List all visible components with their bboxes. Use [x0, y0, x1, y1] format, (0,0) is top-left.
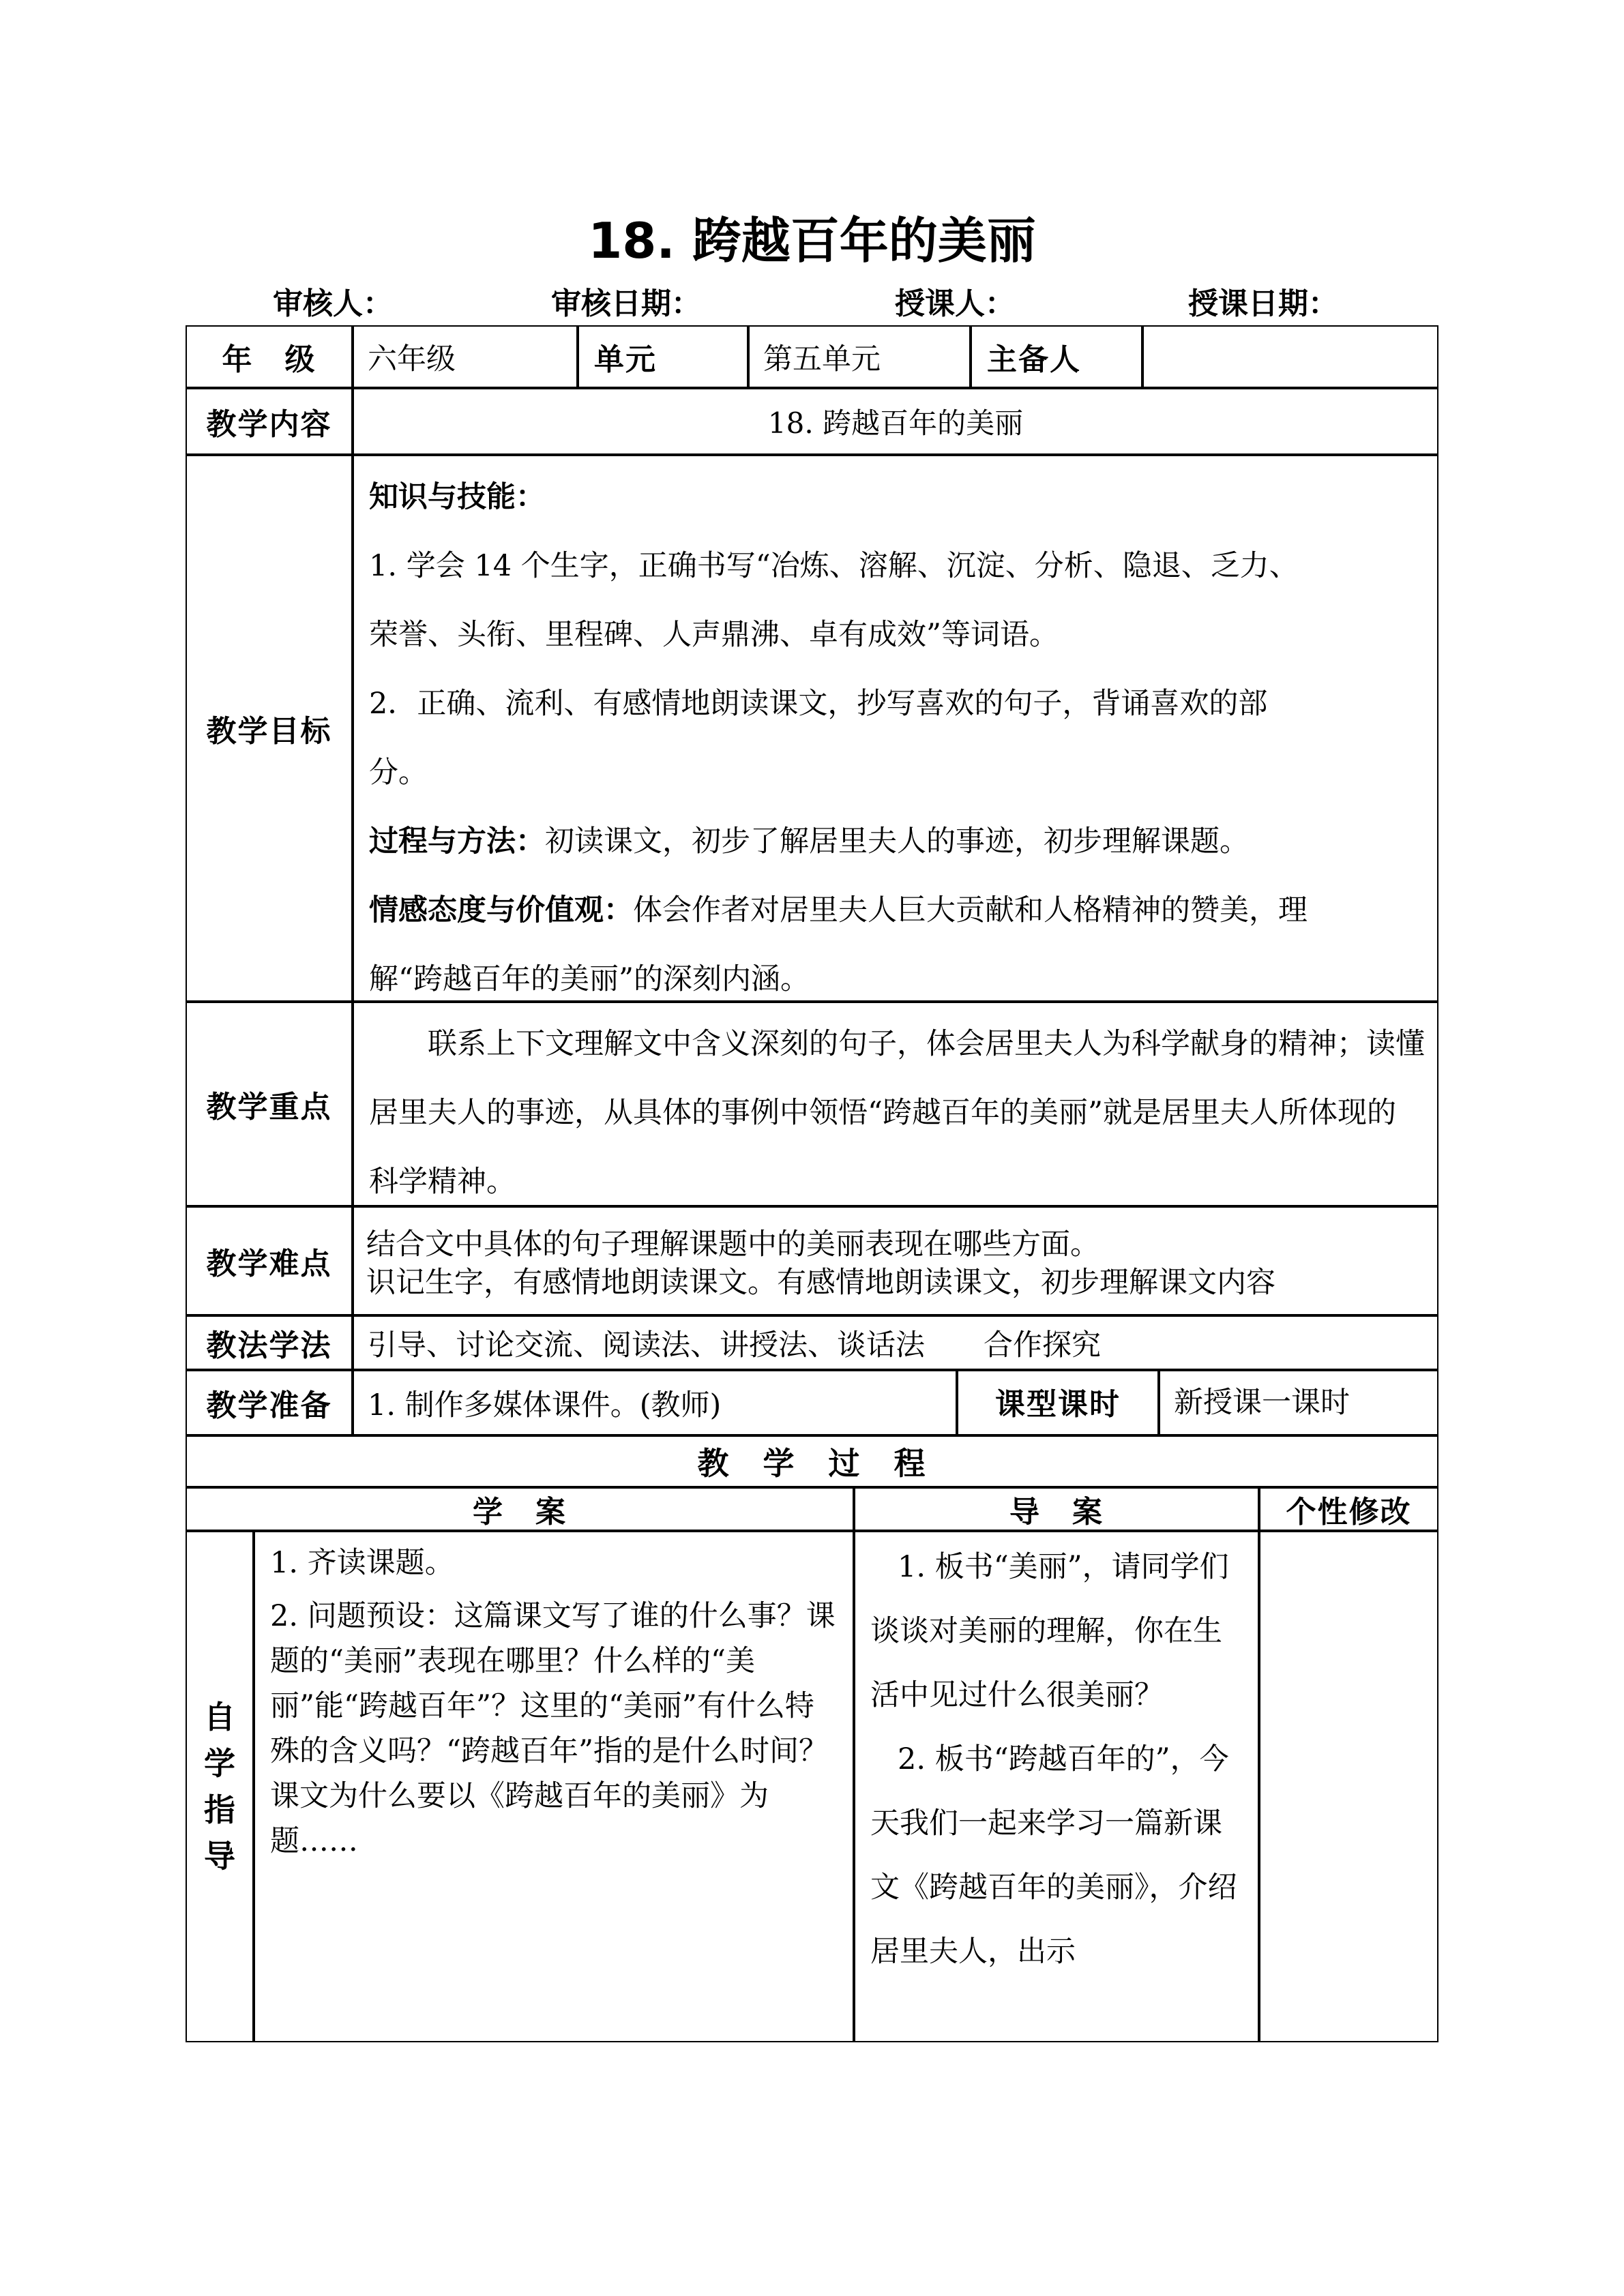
objective-item-1-line-2: 荣誉、头衔、里程碑、人声鼎沸、卓有成效”等词语。 [369, 618, 1059, 652]
process-text: 初读课文，初步了解居里夫人的事迹，初步理解课题。 [545, 824, 1249, 859]
content-value: 18. 跨越百年的美丽 [353, 388, 1438, 455]
self-study-label-text: 自学指导 [204, 1699, 235, 1875]
process-heading: 过程与方法： [369, 824, 545, 859]
emotion-heading: 情感态度与价值观： [369, 893, 633, 927]
objectives-content [353, 455, 1438, 1002]
lesson-type-label: 课型课时 [957, 1370, 1159, 1435]
emotion-text-line-1: 体会作者对居里夫人巨大贡献和人格精神的赞美，理 [633, 893, 1308, 927]
personal-notes-content [1259, 1531, 1438, 2042]
personal-notes-header: 个性修改 [1259, 1487, 1438, 1531]
teacher-item-2: 2. 板书“跨越百年的”，今天我们一起来学习一篇新课文《跨越百年的美丽》，介绍居里夫人，出示 [870, 1742, 1237, 1969]
self-study-section-label [186, 1531, 254, 2042]
preparation-label: 教学准备 [186, 1370, 353, 1435]
emotion-text-line-2: 解“跨越百年的美丽”的深刻内涵。 [369, 962, 810, 996]
unit-label: 单元 [578, 325, 748, 388]
student-item-1: 1. 齐读课题。 [270, 1546, 454, 1580]
process-objective [369, 807, 1425, 876]
methods-text: 引导、讨论交流、阅读法、讲授法、谈话法 合作探究 [353, 1315, 1438, 1370]
objectives-label: 教学目标 [186, 455, 353, 1002]
objective-item-2-line-2: 分。 [369, 756, 428, 790]
key-points-text: 联系上下文理解文中含义深刻的句子，体会居里夫人为科学献身的精神；读懂居里夫人的事迹，从具体的事例中领悟“跨越百年的美丽”就是居里夫人所体现的科学精神。 [353, 1002, 1438, 1206]
review-date-label: 审核日期： [551, 286, 701, 321]
unit-value: 第五单元 [748, 325, 971, 388]
content-label: 教学内容 [186, 388, 353, 455]
page-title: 18. 跨越百年的美丽 [588, 212, 1036, 269]
objective-item-2-line-1: 2．正确、流利、有感情地朗读课文，抄写喜欢的句子，背诵喜欢的部 [369, 687, 1268, 721]
difficult-point-1: 结合文中具体的句子理解课题中的美丽表现在哪些方面。 [366, 1227, 1099, 1262]
preparation-text: 1. 制作多媒体课件。(教师) [353, 1370, 957, 1435]
student-item-2: 2. 问题预设：这篇课文写了谁的什么事？课题的“美丽”表现在哪里？什么样的“美丽”能“跨越百年”？这里的“美丽”有什么特殊的含义吗？“跨越百年”指的是什么时间？课文为什么要以《跨越百年的美丽》为题…… [270, 1599, 836, 1858]
student-plan-header: 学 案 [186, 1487, 854, 1531]
difficult-points-content [353, 1206, 1438, 1315]
teacher-label: 授课人： [895, 286, 1015, 321]
teacher-plan-content [854, 1531, 1259, 2042]
knowledge-heading: 知识与技能： [369, 480, 545, 514]
student-plan-content [254, 1531, 854, 2042]
lead-label: 主备人 [971, 325, 1142, 388]
objective-item-1-line-1: 1. 学会 14 个生字，正确书写“冶炼、溶解、沉淀、分析、隐退、乏力、 [369, 549, 1299, 583]
methods-label: 教法学法 [186, 1315, 353, 1370]
grade-value: 六年级 [353, 325, 578, 388]
lead-value [1142, 325, 1438, 388]
lesson-type-value: 新授课一课时 [1159, 1370, 1438, 1435]
teacher-plan-header: 导 案 [854, 1487, 1259, 1531]
grade-label: 年 级 [186, 325, 353, 388]
teacher-item-1: 1. 板书“美丽”，请同学们谈谈对美丽的理解，你在生活中见过什么很美丽？ [870, 1550, 1229, 1712]
emotion-objective [369, 876, 1425, 945]
reviewer-label: 审核人： [273, 286, 393, 321]
teach-date-label: 授课日期： [1188, 286, 1338, 321]
difficult-points-label: 教学难点 [186, 1206, 353, 1315]
difficult-point-2: 识记生字，有感情地朗读课文。有感情地朗读课文，初步理解课文内容 [366, 1266, 1275, 1300]
process-header: 教 学 过 程 [186, 1435, 1438, 1487]
key-points-label: 教学重点 [186, 1002, 353, 1206]
